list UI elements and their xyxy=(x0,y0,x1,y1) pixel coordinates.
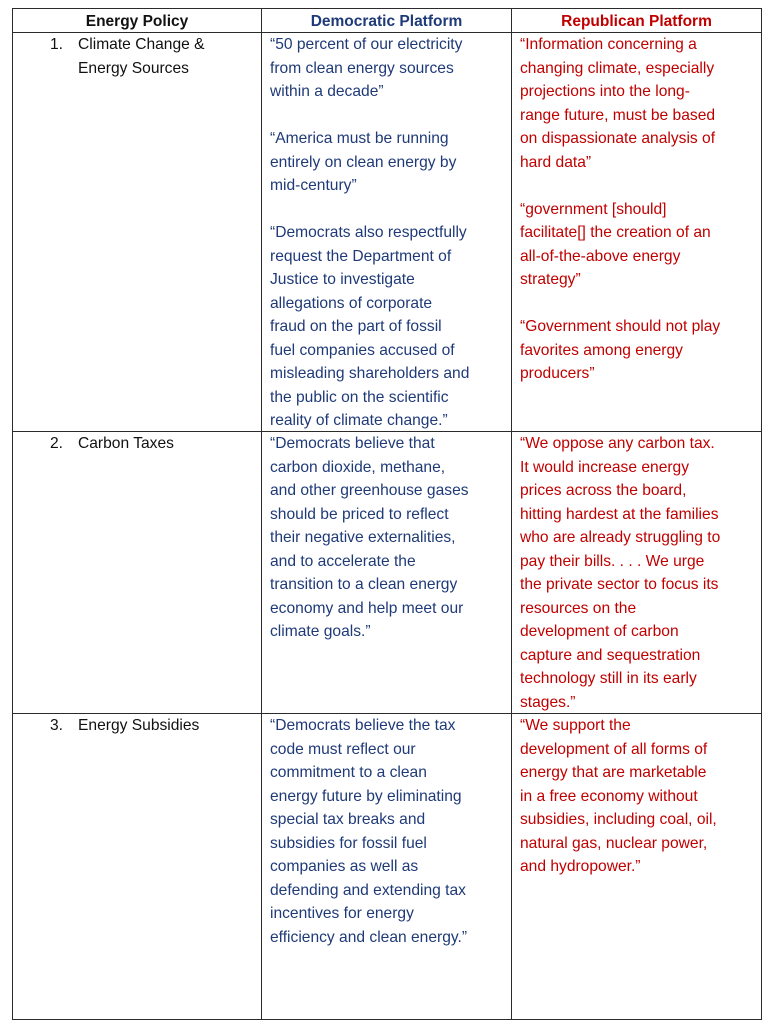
quote-line: companies as well as xyxy=(270,858,419,875)
policy-cell-energy-subsidies xyxy=(50,714,199,738)
quote-line: the public on the scientific xyxy=(270,388,449,406)
energy-policy-table xyxy=(12,8,762,1020)
policy-label: Energy Sources xyxy=(78,59,189,77)
quote-line: and hydropower.” xyxy=(520,858,641,875)
democratic-cell-climate-change xyxy=(270,33,469,433)
quote-line: “Democrats believe that xyxy=(270,435,435,452)
quote-line: commitment to a clean xyxy=(270,764,427,781)
quote-line: energy future by eliminating xyxy=(270,787,462,805)
quote-line: “Information concerning a xyxy=(520,36,697,53)
quote-line: special tax breaks and xyxy=(270,811,426,828)
header-republican-platform: Republican Platform xyxy=(561,13,712,30)
quote-line: “Democrats believe the tax xyxy=(270,717,456,734)
quote-line: strategy” xyxy=(520,271,581,288)
quote-line: “Democrats also respectfully xyxy=(270,224,467,241)
quote-line: the private sector to focus its xyxy=(520,576,719,593)
quote-line: “We support the xyxy=(520,717,631,734)
quote-line: who are already struggling to xyxy=(520,529,721,546)
quote-line: favorites among energy xyxy=(520,341,683,359)
quote-line: capture and sequestration xyxy=(520,646,701,664)
quote-line: efficiency and clean energy.” xyxy=(270,928,468,946)
quote-line: range future, must be based xyxy=(520,106,716,124)
quote-line: energy that are marketable xyxy=(520,764,707,781)
column-divider xyxy=(261,9,262,1019)
quote-line: technology still in its early xyxy=(520,670,697,687)
quote-line: facilitate[] the creation of an xyxy=(520,224,711,241)
row-number: 2. xyxy=(50,435,64,452)
quote-line: “America must be running xyxy=(270,130,449,147)
quote-line: hard data” xyxy=(520,153,592,171)
quote-line: “Government should not play xyxy=(520,318,721,335)
quote-line: transition to a clean energy xyxy=(270,576,458,593)
header-energy-policy: Energy Policy xyxy=(85,13,189,30)
quote-line: code must reflect our xyxy=(270,740,416,758)
quote-line: defending and extending tax xyxy=(270,881,466,899)
policy-label: Climate Change & xyxy=(78,36,205,53)
quote-line: reality of climate change.” xyxy=(270,412,448,429)
quote-line: “government [should] xyxy=(520,200,667,218)
policy-cell-carbon-taxes xyxy=(50,432,174,456)
policy-label: Energy Subsidies xyxy=(78,717,200,734)
policy-cell-climate-change xyxy=(50,33,205,80)
header-democratic-platform: Democratic Platform xyxy=(310,13,463,30)
quote-line: incentives for energy xyxy=(270,905,414,922)
quote-line: changing climate, especially xyxy=(520,59,715,77)
row-number: 3. xyxy=(50,717,64,734)
quote-line: should be priced to reflect xyxy=(270,505,449,523)
quote-line: climate goals.” xyxy=(270,623,371,640)
policy-label: Carbon Taxes xyxy=(78,435,174,452)
quote-line: development of carbon xyxy=(520,623,679,640)
quote-line: subsidies for fossil fuel xyxy=(270,834,427,852)
quote-line: hitting hardest at the families xyxy=(520,505,719,523)
quote-line: It would increase energy xyxy=(520,458,690,476)
quote-line: producers” xyxy=(520,365,595,382)
quote-line: carbon dioxide, methane, xyxy=(270,458,446,476)
quote-line: and to accelerate the xyxy=(270,552,416,570)
quote-line: mid-century” xyxy=(270,177,357,194)
quote-line: all-of-the-above energy xyxy=(520,247,681,265)
republican-cell-carbon-taxes xyxy=(520,432,720,714)
quote-line: prices across the board, xyxy=(520,482,687,499)
quote-line: misleading shareholders and xyxy=(270,365,470,382)
quote-line: development of all forms of xyxy=(520,740,708,758)
quote-line: economy and help meet our xyxy=(270,599,464,617)
quote-line: “50 percent of our electricity xyxy=(270,36,463,53)
quote-line: allegations of corporate xyxy=(270,294,433,312)
quote-line: in a free economy without xyxy=(520,787,698,805)
quote-line: pay their bills. . . . We urge xyxy=(520,552,705,570)
quote-line: subsidies, including coal, oil, xyxy=(520,811,717,828)
quote-line: natural gas, nuclear power, xyxy=(520,834,708,852)
quote-line: request the Department of xyxy=(270,247,452,265)
quote-line: fuel companies accused of xyxy=(270,341,455,359)
quote-line: stages.” xyxy=(520,693,576,711)
quote-line: within a decade” xyxy=(270,83,384,100)
democratic-cell-carbon-taxes xyxy=(270,432,469,644)
quote-line: and other greenhouse gases xyxy=(270,482,469,499)
quote-line: fraud on the part of fossil xyxy=(270,318,442,335)
quote-line: from clean energy sources xyxy=(270,59,454,77)
quote-line: resources on the xyxy=(520,599,637,617)
row-number: 1. xyxy=(50,36,64,53)
column-divider xyxy=(511,9,512,1019)
democratic-cell-energy-subsidies xyxy=(270,714,467,949)
quote-line: on dispassionate analysis of xyxy=(520,130,716,147)
republican-cell-energy-subsidies xyxy=(520,714,717,879)
quote-line: entirely on clean energy by xyxy=(270,153,457,171)
quote-line: Justice to investigate xyxy=(270,271,415,288)
quote-line: “We oppose any carbon tax. xyxy=(520,435,715,452)
quote-line: their negative externalities, xyxy=(270,529,456,546)
republican-cell-climate-change xyxy=(520,33,720,386)
quote-line: projections into the long- xyxy=(520,83,690,100)
